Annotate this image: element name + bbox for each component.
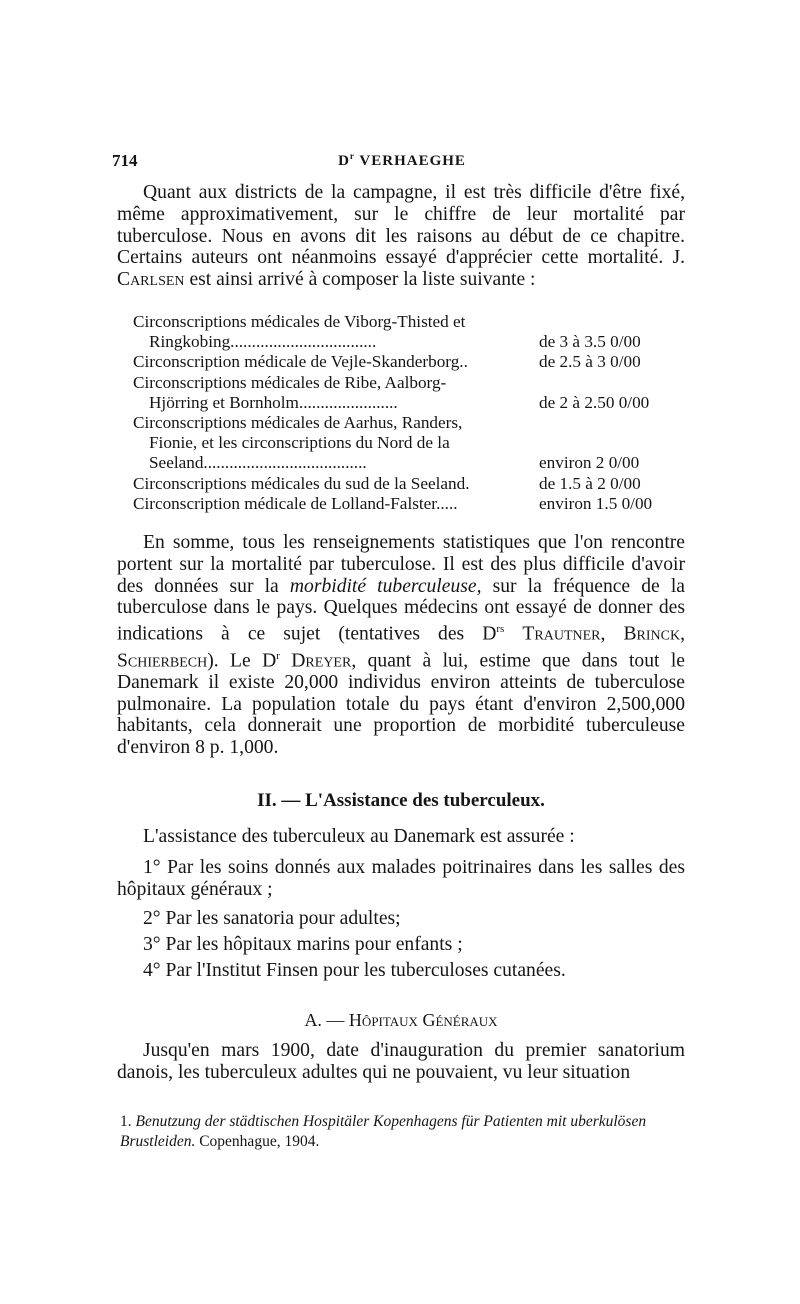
- summary-paragraph: [117, 532, 685, 759]
- running-head: [112, 151, 692, 170]
- row-value: environ 1.5 0/00: [539, 493, 653, 513]
- row-label: Fionie, et les circonscriptions du Nord de la: [149, 433, 450, 453]
- morbidity-term: morbidité tuberculeuse,: [289, 575, 482, 597]
- row-label: Circonscriptions médicales de Viborg-Thisted et: [133, 312, 466, 331]
- running-head-prefix: D: [338, 153, 350, 169]
- assistance-item-1: 1° Par les soins donnés aux malades poitrinaires dans les salles des hôpitaux généraux ;: [117, 857, 685, 900]
- assistance-item-3: 3° Par les hôpitaux marins pour enfants ;: [143, 934, 463, 955]
- footnote-rest: Copenhague, 1904.: [199, 1133, 320, 1150]
- intro-paragraph: [117, 182, 685, 291]
- table-row: [133, 393, 673, 413]
- table-row: [133, 474, 673, 494]
- row-value: de 1.5 à 2 0/00: [539, 473, 641, 493]
- row-label: Seeland......................................: [149, 453, 367, 473]
- table-row: [133, 373, 673, 393]
- row-label: Circonscription médicale de Lolland-Falster.....: [133, 493, 458, 513]
- footnote-number: 1.: [120, 1113, 132, 1130]
- row-label: Circonscriptions médicales de Ribe, Aalborg-: [133, 372, 447, 392]
- page-number: 714: [112, 151, 138, 170]
- summary-text-1: En somme, tous les renseignements statistiques que l'on rencontre portent sur la mortalité par tuberculose. Il est des plus difficile d'avoir des données sur la: [117, 532, 685, 597]
- table-row: [133, 352, 673, 372]
- summary-sup-r: r: [276, 649, 280, 662]
- author-carlsen: Carlsen: [117, 269, 185, 291]
- footnote: [120, 1112, 692, 1152]
- row-value: de 2 à 2.50 0/00: [539, 392, 650, 412]
- footnote-title: Benutzung der städtischen Hospitäler Kopenhagens für Patienten mit uberkulösen Brustleiden.: [120, 1113, 647, 1150]
- intro-text: Quant aux districts de la campagne, il est très difficile d'être fixé, même approximativement, sur le chiffre de leur mortalité par tuberculose. Nous en avons dit les raisons au début de ce chapitre. Certains auteurs ont néanmoins essayé d'apprécier cette mortalité.: [117, 182, 685, 269]
- author-dreyer: Dreyer: [291, 650, 352, 672]
- row-label: Circonscriptions médicales de Aarhus, Randers,: [133, 412, 463, 432]
- assistance-item-4: 4° Par l'Institut Finsen pour les tuberculoses cutanées.: [143, 960, 566, 981]
- table-row: [133, 453, 673, 473]
- summary-text-2: sur la fréquence de la tuberculose dans le pays. Quelques médecins ont essayé de donner des indications à ce sujet (tentatives des D: [117, 575, 685, 645]
- table-row: [133, 332, 673, 352]
- summary-text-3: ). Le D: [207, 650, 277, 672]
- section-a-heading-text: A. — Hôpitaux Généraux: [304, 1010, 498, 1030]
- table-row: [133, 433, 673, 453]
- page-header: [112, 151, 692, 173]
- row-value: environ 2 0/00: [539, 453, 640, 473]
- row-value: de 3 à 3.5 0/00: [539, 332, 641, 352]
- row-label: Hjörring et Bornholm.......................: [149, 392, 398, 412]
- table-row: [133, 413, 673, 433]
- section-ii-heading: II. — L'Assistance des tuberculeux.: [257, 790, 545, 811]
- assistance-item-2: 2° Par les sanatoria pour adultes;: [143, 908, 401, 929]
- author-initial: J.: [672, 247, 685, 269]
- running-head-name: VERHAEGHE: [359, 153, 466, 169]
- summary-text-4: , quant à lui, estime que dans tout le Danemark il existe 20,000 individus environ atteints de tuberculose pulmonaire. La population totale du pays étant d'environ 2,500,000 habitants, cela donnerait une proportion de morbidité tuberculeuse d'environ 8 p. 1,000.: [117, 650, 685, 759]
- mortality-table: [133, 312, 673, 514]
- running-head-sup: r: [349, 151, 355, 161]
- row-label: Ringkobing..................................: [149, 332, 377, 352]
- intro-text-end: est ainsi arrivé à composer la liste suivante :: [189, 269, 536, 291]
- summary-names: Trautner, Brinck, Schierbech: [117, 623, 685, 672]
- section-a-heading: [117, 1010, 685, 1031]
- summary-sup-rs: rs: [496, 623, 505, 636]
- row-label: Circonscriptions médicales du sud de la Seeland.: [133, 473, 470, 493]
- assistance-intro: L'assistance des tuberculeux au Danemark est assurée :: [143, 826, 575, 847]
- table-row: [133, 312, 673, 332]
- row-label: Circonscription médicale de Vejle-Skanderborg..: [133, 352, 468, 372]
- section-a-paragraph: Jusqu'en mars 1900, date d'inauguration du premier sanatorium danois, les tuberculeux adultes qui ne pouvaient, vu leur situation: [117, 1040, 685, 1083]
- table-row: [133, 494, 673, 514]
- row-value: de 2.5 à 3 0/00: [539, 352, 641, 372]
